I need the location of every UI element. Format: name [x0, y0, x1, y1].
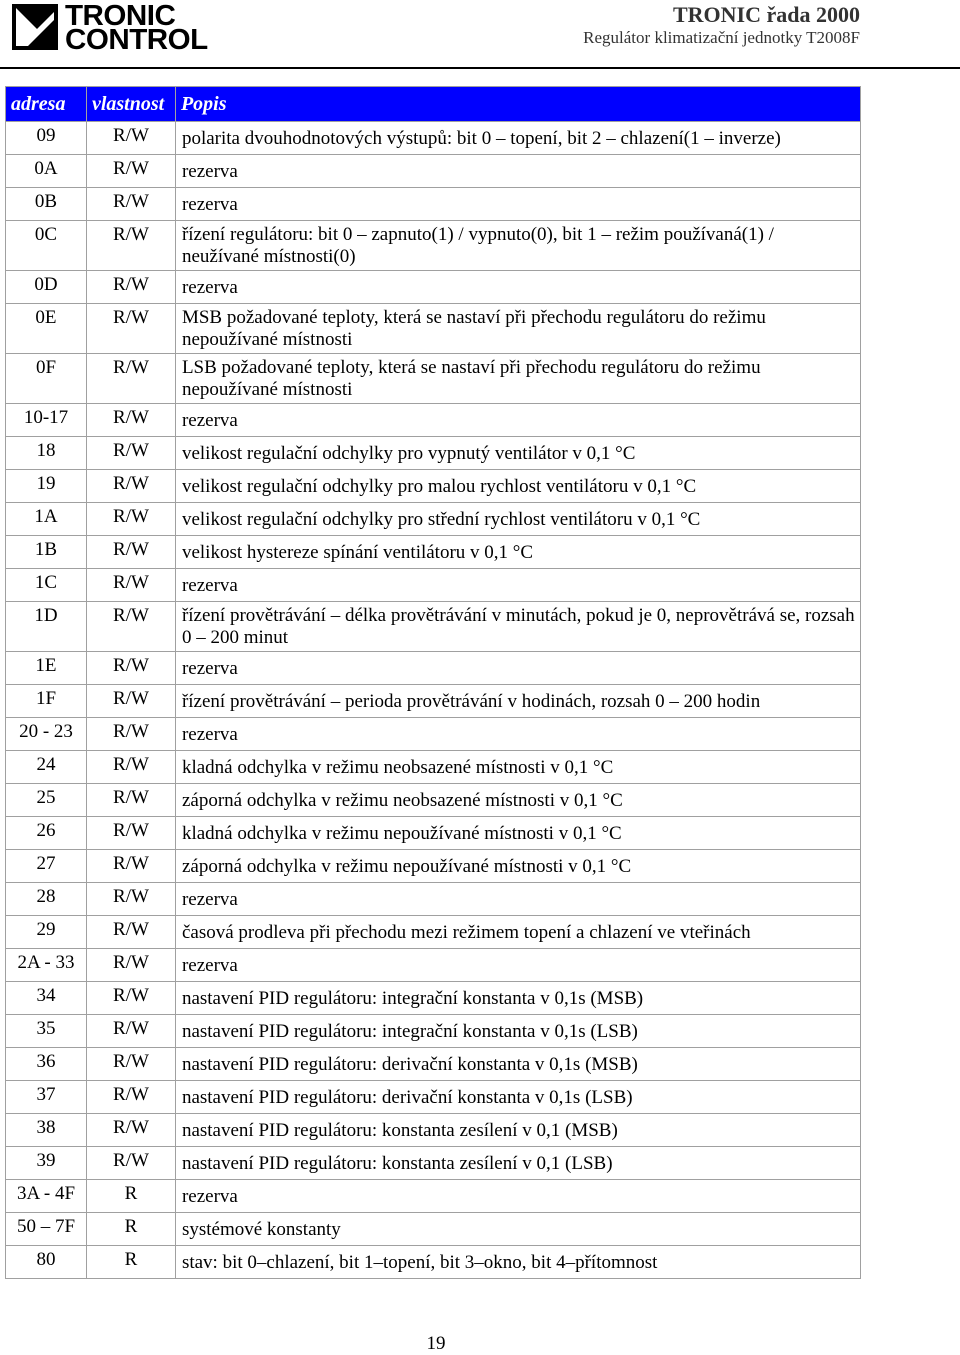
cell-property: R/W: [86, 718, 175, 751]
cell-address: 18: [6, 437, 87, 470]
cell-address: 38: [6, 1114, 87, 1147]
table-row: [6, 1048, 861, 1081]
cell-description: velikost hystereze spínání ventilátoru v 0,1 °C: [175, 536, 860, 569]
cell-description: polarita dvouhodnotových výstupů: bit 0 – topení, bit 2 – chlazení(1 – inverze): [175, 122, 860, 155]
table-row: [6, 122, 861, 155]
column-header-description: Popis: [175, 87, 860, 122]
table-row: [6, 916, 861, 949]
cell-address: 0B: [6, 188, 87, 221]
cell-address: 10-17: [6, 404, 87, 437]
table-row: [6, 404, 861, 437]
cell-address: 36: [6, 1048, 87, 1081]
document-title: TRONIC řada 2000: [672, 2, 860, 27]
cell-address: 29: [6, 916, 87, 949]
document-subtitle: Regulátor klimatizační jednotky T2008F: [583, 28, 860, 47]
cell-property: R/W: [86, 1147, 175, 1180]
cell-description: rezerva: [175, 569, 860, 602]
cell-description: velikost regulační odchylky pro vypnutý ventilátor v 0,1 °C: [175, 437, 860, 470]
cell-address: 37: [6, 1081, 87, 1114]
cell-description: časová prodleva při přechodu mezi režimem topení a chlazení ve vteřinách: [175, 916, 860, 949]
cell-address: 34: [6, 982, 87, 1015]
cell-property: R/W: [86, 304, 175, 354]
cell-description: nastavení PID regulátoru: konstanta zesílení v 0,1 (LSB): [175, 1147, 860, 1180]
cell-description: řízení provětrávání – délka provětrávání v minutách, pokud je 0, neprovětrává se, rozsah 0 – 200 minut: [175, 602, 860, 652]
page-header: [0, 0, 960, 70]
table-row: [6, 982, 861, 1015]
cell-property: R/W: [86, 883, 175, 916]
header-divider: [0, 67, 960, 69]
cell-address: 1A: [6, 503, 87, 536]
register-table-body: [6, 122, 861, 1279]
cell-description: rezerva: [175, 883, 860, 916]
cell-description: nastavení PID regulátoru: derivační konstanta v 0,1s (MSB): [175, 1048, 860, 1081]
cell-address: 20 - 23: [6, 718, 87, 751]
cell-property: R/W: [86, 354, 175, 404]
table-row: [6, 155, 861, 188]
cell-property: R/W: [86, 503, 175, 536]
cell-property: R: [86, 1213, 175, 1246]
cell-property: R/W: [86, 1114, 175, 1147]
cell-description: rezerva: [175, 652, 860, 685]
cell-property: R/W: [86, 569, 175, 602]
table-row: [6, 784, 861, 817]
cell-description: záporná odchylka v režimu neobsazené místnosti v 0,1 °C: [175, 784, 860, 817]
cell-description: rezerva: [175, 718, 860, 751]
table-row: [6, 1147, 861, 1180]
cell-description: rezerva: [175, 271, 860, 304]
column-header-property: vlastnost: [86, 87, 175, 122]
cell-property: R/W: [86, 817, 175, 850]
table-row: [6, 470, 861, 503]
table-row: [6, 1213, 861, 1246]
cell-property: R/W: [86, 602, 175, 652]
cell-description: kladná odchylka v režimu neobsazené místnosti v 0,1 °C: [175, 751, 860, 784]
table-row: [6, 569, 861, 602]
cell-description: LSB požadované teploty, která se nastaví při přechodu regulátoru do režimu nepoužívané místnosti: [175, 354, 860, 404]
cell-address: 39: [6, 1147, 87, 1180]
cell-description: nastavení PID regulátoru: derivační konstanta v 0,1s (LSB): [175, 1081, 860, 1114]
cell-property: R/W: [86, 1081, 175, 1114]
cell-description: řízení regulátoru: bit 0 – zapnuto(1) / vypnuto(0), bit 1 – režim používaná(1) / neužívané místnosti(0): [175, 221, 860, 271]
table-header-row: [6, 87, 861, 122]
page-number: 19: [426, 1333, 446, 1354]
table-row: [6, 1015, 861, 1048]
cell-property: R/W: [86, 685, 175, 718]
column-header-address: adresa: [6, 87, 87, 122]
cell-property: R/W: [86, 470, 175, 503]
cell-address: 09: [6, 122, 87, 155]
cell-property: R/W: [86, 122, 175, 155]
cell-address: 27: [6, 850, 87, 883]
table-row: [6, 503, 861, 536]
logo-text-control: CONTROL: [65, 24, 208, 56]
table-row: [6, 354, 861, 404]
table-row: [6, 817, 861, 850]
cell-address: 0C: [6, 221, 87, 271]
cell-property: R/W: [86, 916, 175, 949]
cell-address: 1F: [6, 685, 87, 718]
cell-property: R/W: [86, 221, 175, 271]
cell-description: rezerva: [175, 404, 860, 437]
cell-description: kladná odchylka v režimu nepoužívané místnosti v 0,1 °C: [175, 817, 860, 850]
cell-property: R/W: [86, 437, 175, 470]
cell-address: 0D: [6, 271, 87, 304]
table-row: [6, 1114, 861, 1147]
table-row: [6, 188, 861, 221]
table-row: [6, 685, 861, 718]
table-row: [6, 437, 861, 470]
cell-description: rezerva: [175, 188, 860, 221]
cell-address: 1B: [6, 536, 87, 569]
table-row: [6, 652, 861, 685]
cell-address: 80: [6, 1246, 87, 1279]
cell-address: 50 – 7F: [6, 1213, 87, 1246]
cell-address: 1E: [6, 652, 87, 685]
cell-property: R: [86, 1180, 175, 1213]
table-row: [6, 221, 861, 271]
cell-address: 0F: [6, 354, 87, 404]
cell-description: rezerva: [175, 1180, 860, 1213]
cell-address: 26: [6, 817, 87, 850]
cell-address: 1C: [6, 569, 87, 602]
logo-text-tronic: TRONIC: [65, 0, 176, 32]
table-row: [6, 751, 861, 784]
logo-mark-icon: [11, 3, 59, 51]
table-row: [6, 304, 861, 354]
cell-address: 2A - 33: [6, 949, 87, 982]
cell-property: R/W: [86, 271, 175, 304]
cell-property: R: [86, 1246, 175, 1279]
cell-property: R/W: [86, 784, 175, 817]
cell-property: R/W: [86, 1015, 175, 1048]
tronic-control-logo: [11, 0, 208, 56]
cell-property: R/W: [86, 850, 175, 883]
table-row: [6, 883, 861, 916]
cell-description: systémové konstanty: [175, 1213, 860, 1246]
table-row: [6, 718, 861, 751]
table-row: [6, 1246, 861, 1279]
cell-description: nastavení PID regulátoru: integrační konstanta v 0,1s (LSB): [175, 1015, 860, 1048]
cell-address: 25: [6, 784, 87, 817]
cell-property: R/W: [86, 949, 175, 982]
cell-address: 0E: [6, 304, 87, 354]
cell-property: R/W: [86, 155, 175, 188]
cell-address: 1D: [6, 602, 87, 652]
table-row: [6, 536, 861, 569]
table-row: [6, 271, 861, 304]
cell-description: velikost regulační odchylky pro malou rychlost ventilátoru v 0,1 °C: [175, 470, 860, 503]
cell-property: R/W: [86, 536, 175, 569]
cell-address: 35: [6, 1015, 87, 1048]
cell-description: velikost regulační odchylky pro střední rychlost ventilátoru v 0,1 °C: [175, 503, 860, 536]
cell-description: MSB požadované teploty, která se nastaví při přechodu regulátoru do režimu nepoužívané místnosti: [175, 304, 860, 354]
table-row: [6, 1180, 861, 1213]
cell-property: R/W: [86, 1048, 175, 1081]
cell-description: rezerva: [175, 949, 860, 982]
cell-description: řízení provětrávání – perioda provětrávání v hodinách, rozsah 0 – 200 hodin: [175, 685, 860, 718]
register-table: [5, 86, 861, 1279]
table-row: [6, 850, 861, 883]
cell-property: R/W: [86, 404, 175, 437]
cell-description: rezerva: [175, 155, 860, 188]
cell-property: R/W: [86, 751, 175, 784]
cell-description: záporná odchylka v režimu nepoužívané místnosti v 0,1 °C: [175, 850, 860, 883]
cell-description: nastavení PID regulátoru: integrační konstanta v 0,1s (MSB): [175, 982, 860, 1015]
cell-property: R/W: [86, 188, 175, 221]
cell-address: 19: [6, 470, 87, 503]
cell-property: R/W: [86, 652, 175, 685]
cell-property: R/W: [86, 982, 175, 1015]
cell-address: 24: [6, 751, 87, 784]
cell-description: nastavení PID regulátoru: konstanta zesílení v 0,1 (MSB): [175, 1114, 860, 1147]
cell-address: 3A - 4F: [6, 1180, 87, 1213]
table-row: [6, 602, 861, 652]
cell-address: 28: [6, 883, 87, 916]
cell-description: stav: bit 0–chlazení, bit 1–topení, bit 3–okno, bit 4–přítomnost: [175, 1246, 860, 1279]
table-row: [6, 1081, 861, 1114]
cell-address: 0A: [6, 155, 87, 188]
table-row: [6, 949, 861, 982]
